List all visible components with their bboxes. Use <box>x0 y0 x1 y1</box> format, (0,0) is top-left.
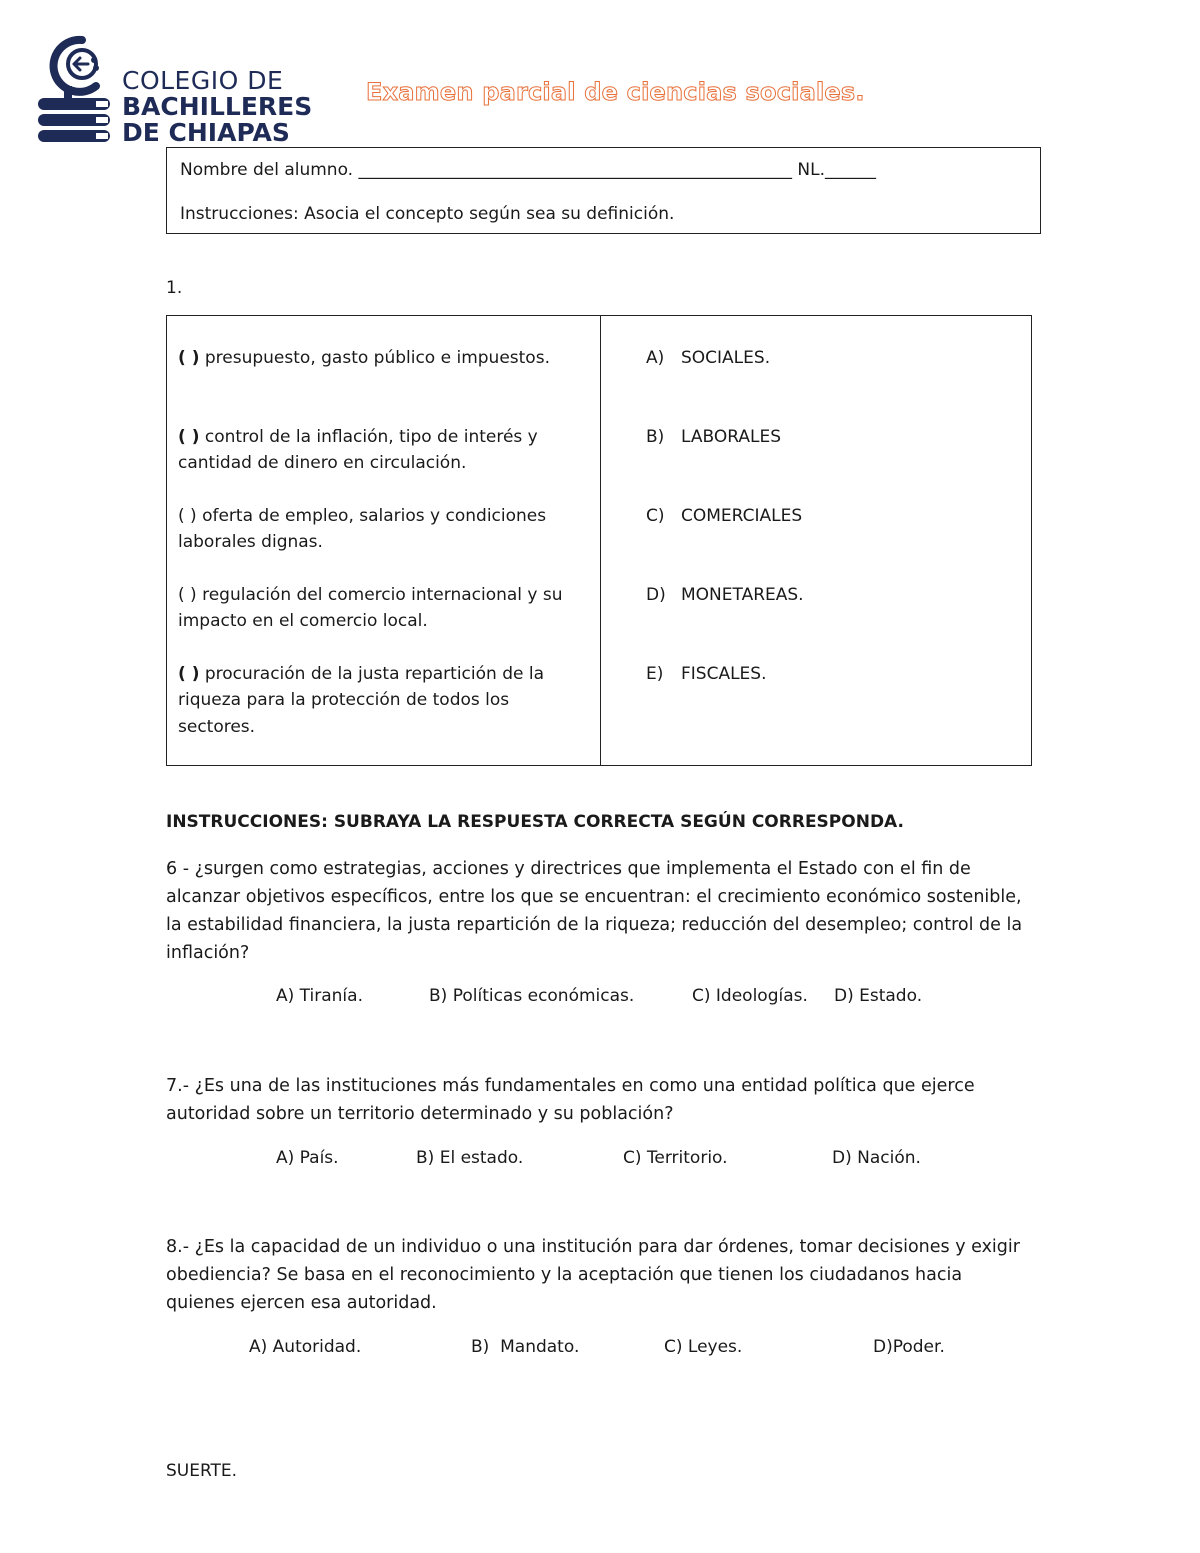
q7-option-b[interactable]: B) El estado. <box>416 1148 524 1168</box>
section-number: 1. <box>166 278 183 298</box>
q6-option-a[interactable]: A) Tiranía. <box>276 986 363 1006</box>
q7-option-a[interactable]: A) País. <box>276 1148 339 1168</box>
match-item-text: oferta de empleo, salarios y condiciones laborales dignas. <box>178 506 547 553</box>
answer-blank[interactable]: ( ) <box>178 506 197 526</box>
logo-line3: DE CHIAPAS <box>122 118 290 147</box>
q6-option-c[interactable]: C) Ideologías. <box>692 986 808 1006</box>
match-item[interactable] <box>178 345 588 371</box>
match-option-text: MONETAREAS. <box>681 585 804 605</box>
q8-option-b[interactable]: B) Mandato. <box>471 1337 580 1357</box>
closing-text: SUERTE. <box>166 1461 238 1481</box>
q8-option-d[interactable]: D)Poder. <box>873 1337 945 1357</box>
match-item-text: presupuesto, gasto público e impuestos. <box>199 348 550 368</box>
exam-title: Examen parcial de ciencias sociales. <box>366 78 865 106</box>
student-name-field[interactable]: Nombre del alumno. ___________________________________________________ NL.______ <box>180 160 876 180</box>
match-item[interactable] <box>178 582 588 635</box>
match-option-letter: B) <box>646 427 665 447</box>
match-option-text: LABORALES <box>681 427 781 447</box>
match-option-letter: C) <box>646 506 665 526</box>
question-8: 8.- ¿Es la capacidad de un individuo o una institución para dar órdenes, tomar decisiones y exigir obediencia? Se basa en el reconocimiento y la aceptación que tienen los ciudadanos hacia quienes ejercen esa autoridad. <box>166 1237 1020 1313</box>
answer-blank[interactable]: ( ) <box>178 348 200 368</box>
match-item-text: regulación del comercio internacional y su impacto en el comercio local. <box>178 585 563 632</box>
match-item[interactable] <box>178 424 588 477</box>
section-heading: INSTRUCCIONES: SUBRAYA LA RESPUESTA CORRECTA SEGÚN CORRESPONDA. <box>166 812 904 832</box>
match-item[interactable] <box>178 503 588 556</box>
question-6: 6 - ¿surgen como estrategias, acciones y directrices que implementa el Estado con el fin de alcanzar objetivos específicos, entre los que se encuentran: el crecimiento económico sostenible, la estabilidad financiera, la justa repartición de la riqueza; reducción del desempleo; control de la inflación? <box>166 859 1023 963</box>
match-item[interactable] <box>178 661 588 740</box>
school-logo-icon <box>36 34 116 146</box>
q6-option-b[interactable]: B) Políticas económicas. <box>429 986 635 1006</box>
question-7: 7.- ¿Es una de las instituciones más fundamentales en como una entidad política que ejerce autoridad sobre un territorio determinado y su población? <box>166 1076 975 1124</box>
match-option-letter: D) <box>646 585 666 605</box>
q7-option-c[interactable]: C) Territorio. <box>623 1148 728 1168</box>
q8-option-c[interactable]: C) Leyes. <box>664 1337 743 1357</box>
match-option-text: FISCALES. <box>681 664 767 684</box>
answer-blank[interactable]: ( ) <box>178 664 200 684</box>
match-option-letter: E) <box>646 664 664 684</box>
instructions-text: Instrucciones: Asocia el concepto según sea su definición. <box>180 204 675 224</box>
answer-blank[interactable]: ( ) <box>178 427 200 447</box>
match-option-text: SOCIALES. <box>681 348 771 368</box>
q6-option-d[interactable]: D) Estado. <box>834 986 923 1006</box>
table-divider <box>600 315 601 766</box>
answer-blank[interactable]: ( ) <box>178 585 197 605</box>
match-item-text: control de la inflación, tipo de interés y cantidad de dinero en circulación. <box>178 427 538 474</box>
logo-line2: BACHILLERES <box>122 92 313 121</box>
q7-option-d[interactable]: D) Nación. <box>832 1148 921 1168</box>
match-item-text: procuración de la justa repartición de la riqueza para la protección de todos los sectores. <box>178 664 545 737</box>
logo-line1: COLEGIO DE <box>122 66 284 95</box>
q8-option-a[interactable]: A) Autoridad. <box>249 1337 362 1357</box>
match-option-text: COMERCIALES <box>681 506 803 526</box>
match-option-letter: A) <box>646 348 665 368</box>
student-info-box <box>166 147 1041 234</box>
